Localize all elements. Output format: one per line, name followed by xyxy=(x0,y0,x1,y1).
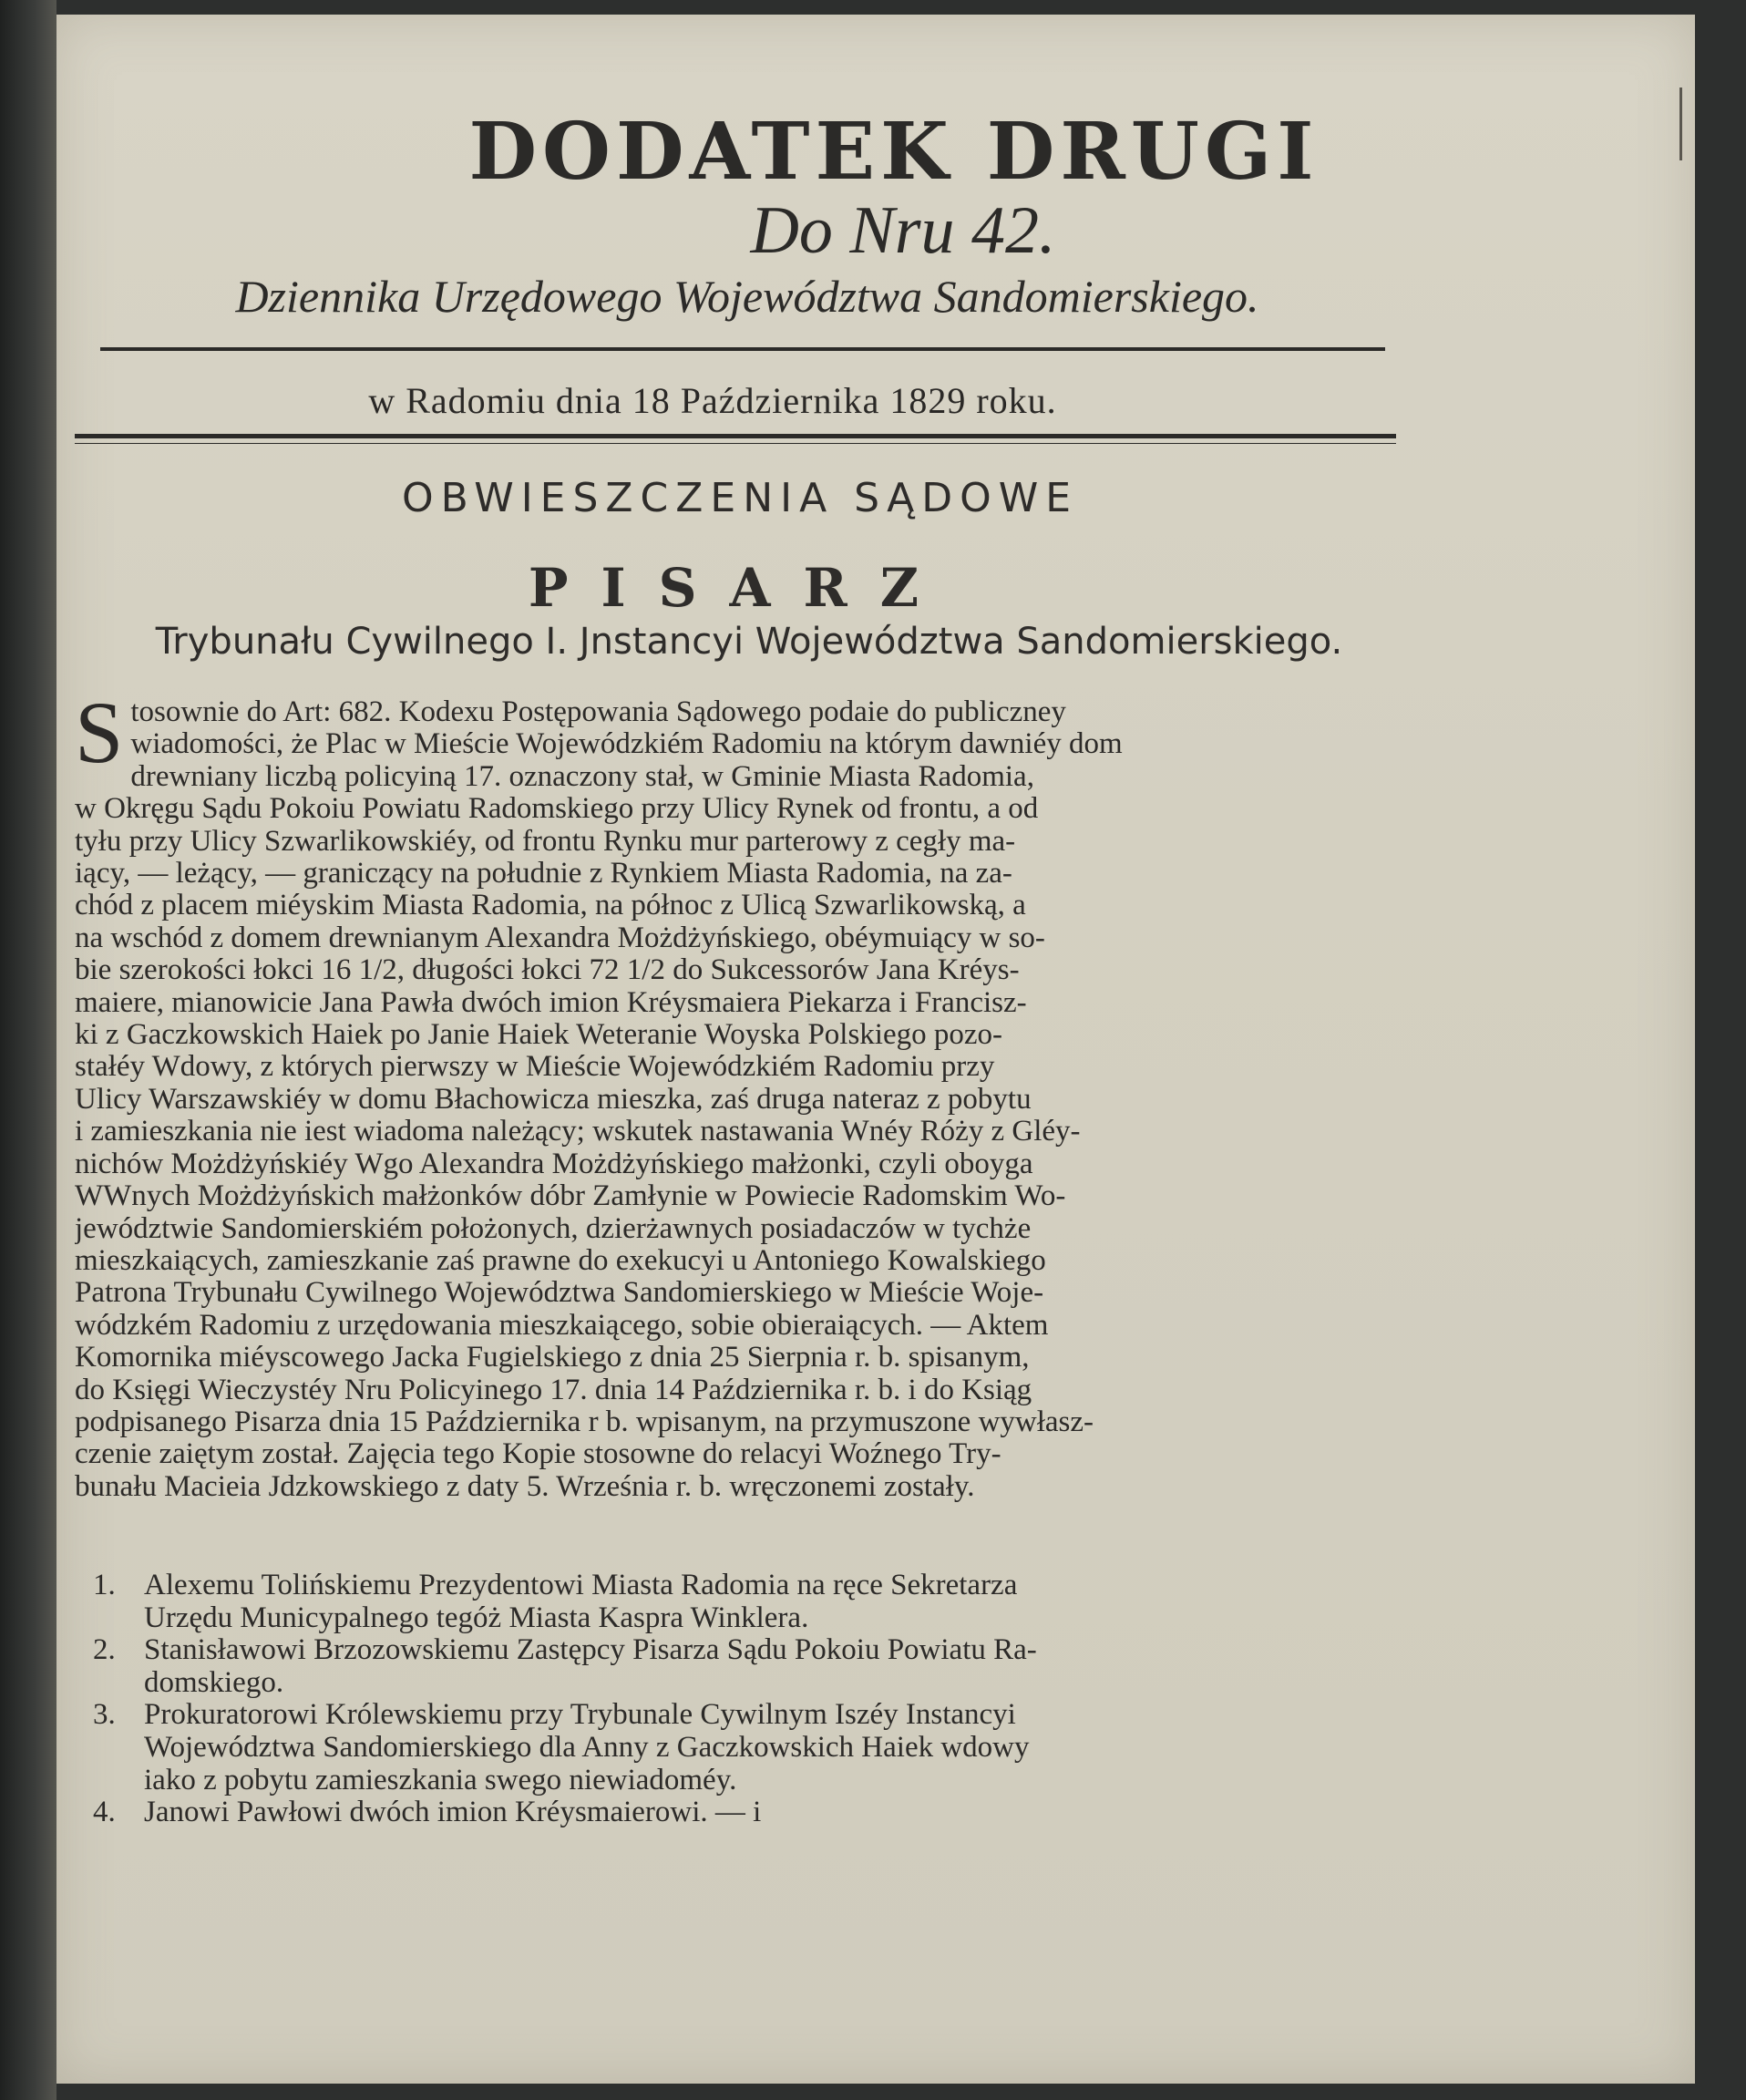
notice-line: Komornika miéyscowego Jacka Fugielskiego z dnia 25 Sierpnia r. b. spisanym, xyxy=(75,1342,1030,1374)
recipients-list xyxy=(93,1570,1378,1829)
section-heading: OBWIESZCZENIA SĄDOWE xyxy=(401,475,1079,521)
list-text xyxy=(144,1570,1378,1634)
masthead-journal: Dziennika Urzędowego Województwa Sandomierskiego. xyxy=(235,271,1259,322)
list-number: 2. xyxy=(93,1633,116,1667)
office-title: PISARZ xyxy=(528,557,952,619)
list-number: 1. xyxy=(93,1569,116,1601)
notice-line: tyłu przy Ulicy Szwarlikowskiéy, od frontu Rynku mur parterowy z cegły ma- xyxy=(75,825,1016,858)
list-number: 4. xyxy=(93,1796,116,1829)
notice-line: iący, — leżący, — graniczący na południe z Rynkiem Miasta Radomia, na za- xyxy=(75,858,1012,890)
list-line: Województwa Sandomierskiego dla Anny z Gaczkowskich Haiek wdowy xyxy=(144,1731,1030,1764)
notice-line: bunału Macieia Jdzkowskiego z daty 5. Września r. b. wręczonemi zostały. xyxy=(75,1470,975,1503)
masthead-issue: Do Nru 42. xyxy=(750,193,1056,268)
list-line: Janowi Pawłowi dwóch imion Kréysmaierowi. — i xyxy=(144,1796,762,1829)
notice-line: na wschód z domem drewnianym Alexandra Możdżyńskiego, obéymuiący w so- xyxy=(75,921,1045,954)
notice-line: ki z Gaczkowskich Haiek po Janie Haiek Weteranie Woyska Polskiego pozo- xyxy=(75,1019,1003,1052)
notice-line: czenie zaiętym został. Zajęcia tego Kopie stosowne do relacyi Woźnego Try- xyxy=(75,1438,1001,1471)
list-line: Alexemu Tolińskiemu Prezydentowi Miasta Radomia na ręce Sekretarza xyxy=(144,1570,1018,1601)
list-item xyxy=(93,1699,1378,1796)
notice-line: do Księgi Wieczystéy Nru Policyinego 17. dnia 14 Października r. b. i do Ksiąg xyxy=(75,1374,1032,1406)
dropcap: S xyxy=(75,684,124,781)
list-item xyxy=(93,1570,1378,1634)
list-text xyxy=(144,1699,1378,1796)
notice-line: w Okręgu Sądu Pokoiu Powiatu Radomskiego przy Ulicy Rynek od frontu, a od xyxy=(75,793,1039,826)
notice-body xyxy=(75,684,1378,1503)
notice-line: jewództwie Sandomierskiém położonych, dzierżawnych posiadaczów w tychże xyxy=(75,1212,1032,1245)
list-text xyxy=(144,1796,1378,1829)
notice-line: nichów Możdżyńskiéy Wgo Alexandra Możdżyńskiego małżonki, czyli oboyga xyxy=(75,1148,1033,1180)
list-line: Stanisławowi Brzozowskiemu Zastępcy Pisarza Sądu Pokoiu Powiatu Ra- xyxy=(144,1634,1037,1667)
notice-line: bie szerokości łokci 16 1/2, długości łokci 72 1/2 do Sukcessorów Jana Kréys- xyxy=(75,954,1020,987)
notice-line: WWnych Możdżyńskich małżonków dóbr Zamłynie w Powiecie Radomskim Wo- xyxy=(75,1180,1066,1213)
list-text xyxy=(144,1634,1378,1699)
masthead-title: DODATEK DRUGI xyxy=(468,106,1320,198)
book-spine xyxy=(0,0,56,2100)
masthead-rule-bottom-thin xyxy=(75,443,1396,444)
notice-line: maiere, mianowicie Jana Pawła dwóch imion Kréysmaiera Piekarza i Francisz- xyxy=(75,986,1027,1019)
notice-line: podpisanego Pisarza dnia 15 Października r b. wpisanym, na przymuszone wywłasz- xyxy=(75,1405,1094,1438)
notice-line: mieszkaiących, zamieszkanie zaś prawne do exekucyi u Antoniego Kowalskiego xyxy=(75,1244,1046,1277)
list-line: domskiego. xyxy=(144,1666,284,1699)
notice-line: wiadomości, że Plac w Mieście Wojewódzkiém Radomiu na którym dawniéy dom xyxy=(130,728,1123,761)
list-line: Prokuratorowi Królewskiemu przy Trybunale Cywilnym Iszéy Instancyi xyxy=(144,1699,1016,1732)
notice-line: wódzkém Radomiu z urzędowania mieszkaiącego, sobie obieraiących. — Aktem xyxy=(75,1309,1049,1342)
notice-line: drewniany liczbą policyiną 17. oznaczony stał, w Gminie Miasta Radomia, xyxy=(130,760,1034,793)
notice-line: Patrona Trybunału Cywilnego Województwa Sandomierskiego w Mieście Woje- xyxy=(75,1277,1044,1310)
masthead-rule-top xyxy=(100,347,1385,351)
list-item xyxy=(93,1796,1378,1829)
notice-line: stałéy Wdowy, z których pierwszy w Mieście Wojewódzkiém Radomiu przy xyxy=(75,1051,995,1084)
notice-line: chód z placem miéyskim Miasta Radomia, na północ z Ulicą Szwarlikowską, a xyxy=(75,890,1026,922)
newspaper-page xyxy=(56,15,1695,2084)
masthead-date: w Radomiu dnia 18 Października 1829 roku. xyxy=(368,380,1057,421)
list-number: 3. xyxy=(93,1698,116,1732)
list-item xyxy=(93,1634,1378,1699)
notice-line: i zamieszkania nie iest wiadoma należący; wskutek nastawania Wnéy Róży z Gléy- xyxy=(75,1116,1081,1148)
list-line: iako z pobytu zamieszkania swego niewiadoméy. xyxy=(144,1764,737,1796)
list-line: Urzędu Municypalnego tegóż Miasta Kaspra Winklera. xyxy=(144,1601,809,1634)
notice-line: Ulicy Warszawskiéy w domu Błachowicza mieszka, zaś druga nateraz z pobytu xyxy=(75,1083,1032,1116)
court-name: Trybunału Cywilnego I. Jnstancyi Województwa Sandomierskiego. xyxy=(155,621,1343,663)
masthead-rule-bottom xyxy=(75,434,1396,438)
notice-line: tosownie do Art: 682. Kodexu Postępowania Sądowego podaie do publiczney xyxy=(130,696,1066,728)
